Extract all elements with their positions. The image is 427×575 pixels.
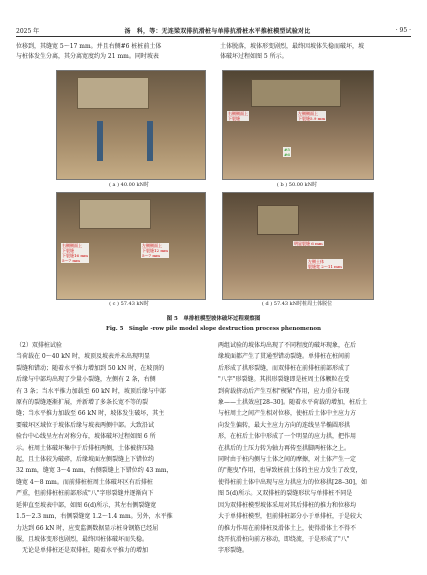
text-line: 向发生偏转，最大主应力方向的连线呈半椭圆形拱	[218, 421, 351, 429]
annotation-label: 明显裂缝 6 mm	[294, 241, 323, 246]
figure-caption-en: Fig. 5 Single -row pile model slope destruction process phenomenon	[105, 326, 322, 332]
text-line: 大于单排桩模型，但前排桩部分小于单排桩，于是较大	[218, 513, 363, 521]
text-line: 位移到，其缝宽 5～17 mm。并且右侧#6 桩桩前土体	[16, 43, 162, 50]
text-line: 的推力作用在前排桩及滑体土上，使得滑体土不得不	[218, 524, 357, 532]
text-line: 因为双排桩模型坡体采用对其后排桩的推力和位移均	[218, 501, 357, 509]
header-title: 汤 科，等：无连梁双排抗滑桩与单排抗滑桩水平推桩模型试验对比	[124, 27, 311, 35]
photo-c	[56, 192, 206, 300]
photo-pile	[97, 121, 103, 161]
text-line: 后形成了拱形裂缝，而双排桩在前排桩前部形成了	[218, 364, 351, 372]
body-right-column	[218, 340, 412, 557]
section-heading: （2）双排桩试验	[16, 342, 62, 349]
text-line: 在拱后的土压力转为轴力再传至拱脚两桩体之上。	[218, 444, 351, 452]
photo-pile	[147, 121, 153, 161]
text-line: 缘坡面都产生了贯通型错动裂缝。单排桩在桩间前	[218, 353, 351, 361]
annotation-label: 右侧侧面上 下裂缝 下裂缝16 mm 5～7 mm	[62, 243, 88, 263]
body-left-column	[16, 340, 210, 557]
text-line: 起，且土体较为破碎，后缘坡面左侧裂缝上下错位约	[16, 456, 155, 464]
text-line: 图 5(d)所示。又双排桩的裂缝形状与单排桩不同是	[218, 490, 353, 498]
subfig-caption-a: ( a ) 40.00 kN时	[109, 182, 149, 188]
text-line: 象——土拱效应[28–30]。随着水平荷载的增加，桩后土	[218, 399, 367, 407]
subfig-caption-b: ( b ) 50.00 kN时	[276, 182, 318, 188]
text-line: 严重，但前排桩桩前部形成"八"字形裂缝并逐渐向下	[16, 490, 154, 498]
text-line: 要破坏区域位于坡体后缘与坡表两侧中部。大致沿试	[16, 421, 155, 429]
text-line: 服，且坡体变形也剧烈，最终因桩体破坏而失稳。	[16, 535, 149, 543]
text-line: 使得桩前土体中出现与应力拱应力的位移拱[28–30]，如	[218, 478, 367, 486]
text-line: 1.5～2.3 mm，右侧裂缝宽 1.2～1.4 mm。另外，水平推	[16, 513, 173, 521]
text-line: 裂缝和错动；随着水平推力增加到 50 kN 时，在坡顶的	[16, 364, 165, 372]
text-line: 与桩周土之间产生相对位移，使桩后土体中主应力方	[218, 410, 357, 418]
text-line: 字形裂缝。	[218, 547, 249, 555]
photo-d	[222, 192, 374, 300]
photo-apparatus	[79, 199, 151, 229]
photo-b	[222, 70, 374, 180]
text-line: 当荷载在 0～40 kN 时，坡顶及坡表并未出现明显	[16, 353, 151, 361]
text-line: 两组试验的坡体均出现了不同程度的破坏现象，在后	[218, 342, 357, 349]
annotation-label: 左侧侧面上 下裂缝5.9 mm	[298, 111, 326, 121]
text-line: 32 mm，缝宽 3～4 mm，右侧裂缝上下错位约 43 mm，	[16, 467, 173, 475]
text-line: 的"拖曳"作用，也导致桩前土体的主应力发生了改变，	[218, 467, 362, 475]
photo-apparatus	[77, 77, 149, 109]
subfig-caption-d: ( d ) 57.43 kN时桩周土体脱位	[261, 301, 333, 307]
photo-a	[56, 70, 206, 180]
text-line: 验台中心线呈左右对称分布，坡体破坏过程如图 6 所	[16, 433, 156, 441]
header-page-number: · 95 ·	[395, 26, 411, 34]
text-line: 有 3 条；当水平推力加载至 60 kN 时，坡顶后缘与中部	[16, 387, 166, 395]
photo-apparatus	[257, 205, 299, 235]
annotation-label: 右侧侧面上 下裂缝	[228, 111, 248, 121]
text-line: 土体脱落，坡体形变剧烈，最终因坡体失稳而破坏，坡	[220, 43, 365, 50]
text-line: 无论是单排桩还是双排桩，随着水平推力的增加	[16, 547, 149, 555]
text-line: 到荷载挤动后产生互相"楔紧"作用，应力重分布现	[218, 387, 350, 395]
text-line: 绕开抗滑桩向前方移动，即绕流，于是形成了"八"	[218, 535, 350, 543]
text-line: 形，在桩后土体中形成了一个明显的应力拱，把作用	[218, 433, 357, 441]
text-line: 示。桩周土体破坏集中于后排桩两侧，土体被挤压隆	[16, 444, 155, 452]
annotation-label: #5 #6	[284, 147, 290, 157]
text-line: 与桩体发生分离，其分离宽度约为 21 mm。同时坡表	[16, 52, 159, 60]
text-line: 同时由于桩内侧与土体之间的摩擦，对土体产生一定	[218, 456, 357, 464]
page-header	[16, 24, 411, 37]
text-line: 延伸直至坡表中部，如图 6(d)所示，其左右侧裂缝宽	[16, 501, 157, 509]
text-line: 缝；当水平推力加载至 66 kN 时，坡体发生破坏，其主	[16, 410, 165, 418]
text-line: 后缘与中部均出现了少量小裂缝，左侧有 2 条，右侧	[16, 376, 156, 384]
header-year: 2025 年	[16, 27, 40, 35]
annotation-label: 左侧土体 裂缝宽 2～11 mm	[308, 259, 342, 269]
annotation-label: 左侧侧面上 下裂缝12 mm 5～7 mm	[142, 243, 168, 258]
text-line: 力达到 66 kN 时，应变监测数据显示桩身钢筋已经屈	[16, 524, 159, 532]
top-right-text	[220, 42, 412, 61]
text-line: 缝宽 4～8 mm。而前排桩桩周土体破坏区有后排桩	[16, 478, 153, 486]
text-line: "八字"形裂缝。其拱形裂缝即是桩周土体颗粒在受	[218, 376, 350, 384]
text-line: 体破坏过程如图 5 所示。	[220, 52, 288, 60]
subfig-caption-c: ( c ) 57.43 kN时	[109, 301, 149, 307]
photo-apparatus	[251, 79, 341, 107]
top-left-text	[16, 42, 206, 61]
text-line: 原有的裂缝逐渐扩展，并新增了多条长宽不等的裂	[16, 399, 149, 407]
figure-caption-cn: 图 5 单排桩模型坡体破坏过程观察图	[166, 316, 261, 322]
